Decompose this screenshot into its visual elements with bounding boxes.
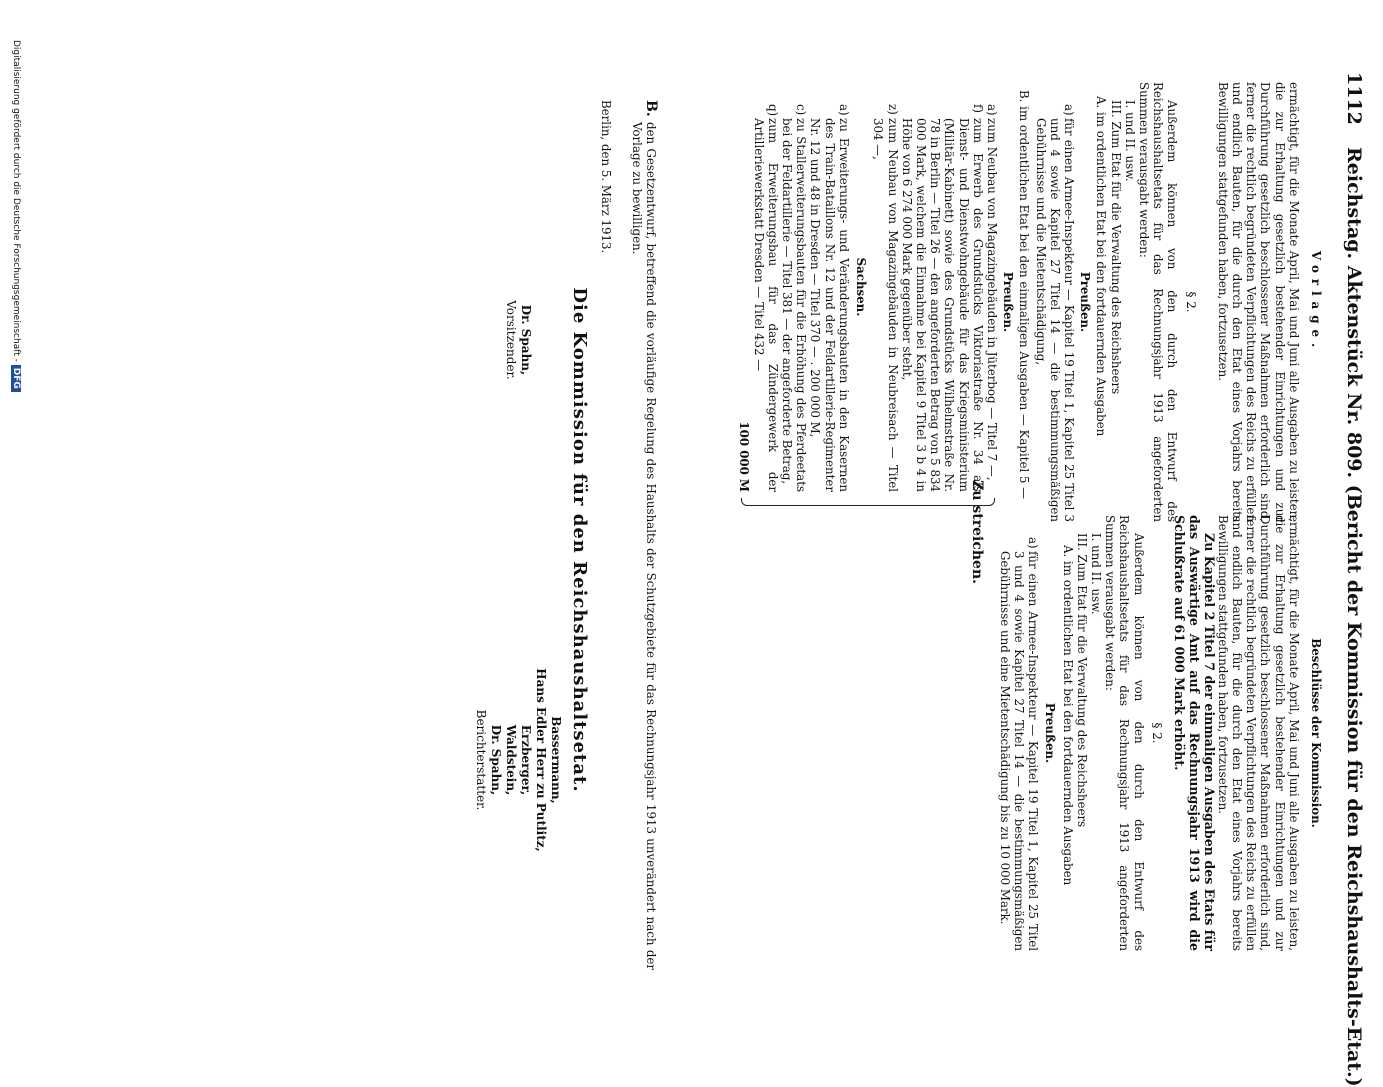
item-text: zu Erweiterungs- und Veränderungsbauten in den Kasernen des Train-Bataillons Nr. 12 und der Feldartillerie-Regimenter Nr. 12 und 48 in Dresden — Titel 370 — . 200 000 M, <box>808 118 851 492</box>
left-column <box>737 82 1323 584</box>
item-label: a) <box>984 104 999 116</box>
chair-name: Dr. Spahn, <box>519 304 533 376</box>
left-iii: III. Zum Etat für die Verwaltung des Reichsheers <box>1108 100 1123 395</box>
list-item <box>751 82 779 492</box>
amount: 100 000 M <box>737 421 752 492</box>
item-label: a) <box>1026 537 1041 549</box>
left-para1: ermächtigt, für die Monate April, Mai und Juni alle Ausgaben zu leisten, die zur Erhaltung gesetzlich bestehender Einrichtungen und zur Durchführung gesetzlich beschlossener Maßnahmen erforderlich sind, ferner die rechtlich begründeten Verpflichtungen des Reichs zu erfüllen und endlich Bauten, für die durch den Etat eines Vorjahrs bereits Bewilligungen stattgefunden haben, fortzusetzen. <box>1215 82 1301 522</box>
right-i-ii: I. und II. usw. <box>1088 533 1103 615</box>
commission-title: Die Kommission für den Reichshaushaltsetat. <box>569 287 590 793</box>
item-text: für einen Armee-Inspekteur — Kapitel 19 Titel 1, Kapitel 25 Titel 3 und 4 sowie Kapitel 27 Titel 14 — die bestimmungsmäßigen Gebührnisse und eine Mietentschädigung bis zu 10 000 Mark. <box>997 551 1041 951</box>
list-item <box>985 82 999 492</box>
left-sachsen: Sachsen. <box>854 257 869 317</box>
b-paragraph-item <box>630 100 658 970</box>
left-i-ii: I. und II. usw. <box>1122 100 1137 182</box>
digitization-note <box>11 40 21 990</box>
item-label: z) <box>885 104 900 115</box>
side-note-text: Digitalisierung gefördert durch die Deutsche Forschungsgemeinschaft - <box>11 40 21 362</box>
left-a-item <box>1033 82 1076 522</box>
right-a-item <box>998 515 1041 951</box>
signature-line: Bassermann, <box>549 716 563 804</box>
item-text: zum Neubau von Magazingebäuden in Jüterbog — Titel 7 —, <box>984 118 999 481</box>
item-text: für einen Armee-Inspekteur — Kapitel 19 Titel 1, Kapitel 25 Titel 3 und 4 sowie Kapitel 27 Titel 14 — die bestimmungsmäßigen Gebührnisse und die Mietentschädigung, <box>1033 118 1076 522</box>
item-label: q) <box>765 104 780 117</box>
signature-line: Waldstein, <box>504 724 518 796</box>
list-item <box>871 82 899 492</box>
chair-title: Vorsitzender. <box>504 300 518 380</box>
item-label: f) <box>970 104 985 113</box>
struck-items <box>737 82 999 584</box>
signature-line: Erzberger, <box>519 724 533 796</box>
left-section: § 2. <box>1183 291 1198 313</box>
list-item <box>900 82 985 492</box>
right-a-head: A. im ordentlichen Etat bei den fortdauernden Ausgaben <box>1060 545 1075 886</box>
item-label: c) <box>794 104 809 116</box>
item-text: zum Erweiterungsbau für das Zündergewerk der Artilleriewerkstatt Dresden — Titel 432 — <box>751 118 780 492</box>
list-item <box>808 82 851 492</box>
right-para2: Außerdem können von den durch den Entwurf des Reichshaushaltsetats für das Rechnungsjahr 1913 angeforderten Summen verausgabt werden: <box>1103 515 1146 951</box>
left-b-head: B. im ordentlichen Etat bei den einmaligen Ausgaben — Kapitel 5 — <box>1017 90 1032 500</box>
left-preussen-1: Preußen. <box>1078 271 1093 333</box>
right-para1: ermächtigt, für die Monate April, Mai und Juni alle Ausgaben zu leisten, die zur Erhaltung gesetzlich bestehender Einrichtungen und zur Durchführung gesetzlich beschlossener Maßnahmen erforderlich sind, ferner die rechtlich begründeten Verpflichtungen des Reichs zu erfüllen und endlich Bauten, für die durch den Etat eines Vorjahrs bereits Bewilligungen stattgefunden haben, fortzusetzen. <box>1215 515 1301 951</box>
page-number: 1112 <box>1343 72 1365 125</box>
signature-line: Hans Edler Herr zu Putlitz, <box>534 668 548 852</box>
zu-streichen-label: Zu streichen. <box>968 480 985 584</box>
item-text: den Gesetzentwurf, betreffend die vorläufige Regelung des Haushalts der Schutzgebiete für das Rechnungsjahr 1913 unverändert nach der Vorlage zu bewilligen. <box>629 122 658 970</box>
signature-line: Berichterstatter. <box>474 709 488 811</box>
right-column <box>998 515 1323 951</box>
right-heading: Beschlüsse der Kommission. <box>1309 638 1323 828</box>
item-label: a) <box>1061 104 1076 116</box>
curly-bracket <box>741 498 995 506</box>
rapporteur-signatures <box>473 630 563 890</box>
right-para-bold: Zu Kapitel 2 Titel 7 der einmaligen Ausgaben des Etats für das Auswärtige Amt auf das Rechnungsjahr 1913 wird die Schlußrate auf 61 000 Mark erhöht. <box>1172 515 1217 951</box>
left-a-head: A. im ordentlichen Etat bei den fortdauernden Ausgaben <box>1094 96 1109 437</box>
signature-line: Dr. Spahn, <box>489 724 503 796</box>
right-preussen-1: Preußen. <box>1043 702 1058 764</box>
page-header <box>1333 72 1373 1087</box>
left-para2: Außerdem können von den durch den Entwurf des Reichshaushaltsetats für das Rechnungsjahr 1913 angeforderten Summen verausgabt werden: <box>1136 82 1180 522</box>
left-heading: Vorlage. <box>1309 250 1323 354</box>
item-text: zum Neubau von Magazingebäuden in Neubreisach — Titel 304 —, <box>871 118 900 492</box>
header-title: Reichstag. Aktenstück Nr. 809. (Bericht der Kommission für den Reichshaushalts-Etat.) <box>1343 147 1365 1087</box>
date-line: Berlin, den 5. März 1913. <box>599 100 613 254</box>
list-item <box>780 82 808 492</box>
chair-signature <box>503 240 533 440</box>
item-label: B. <box>643 100 659 117</box>
right-iii: III. Zum Etat für die Verwaltung des Reichsheers <box>1074 533 1089 828</box>
b-paragraph <box>630 100 658 970</box>
right-section: § 2. <box>1149 722 1164 744</box>
item-label: a) <box>836 104 851 116</box>
item-text: zu Stallerweiterungsbauten für die Erhöhung des Pferdeetats bei der Feldartillerie — Titel 381 — der angeforderte Betrag, <box>780 118 809 492</box>
dfg-logo: DFG <box>11 365 21 392</box>
item-text: zum Erwerb des Grundstücks Viktoriastraße Nr. 34 als Dienst- und Dienstwohngebäude für das Kriegsministerium (Militär-Kabinett) sowie des Grundstücks Wilhelmstraße Nr. 78 in Berlin — Titel 26 — den angeforderten Betrag von 5 834 000 Mark, welchem die Einnahme bei Kapitel 9 Titel 3 b 4 in Höhe von 6 274 000 Mark gegenüber steht, <box>899 118 985 492</box>
left-preussen-2: Preußen. <box>1001 271 1016 333</box>
